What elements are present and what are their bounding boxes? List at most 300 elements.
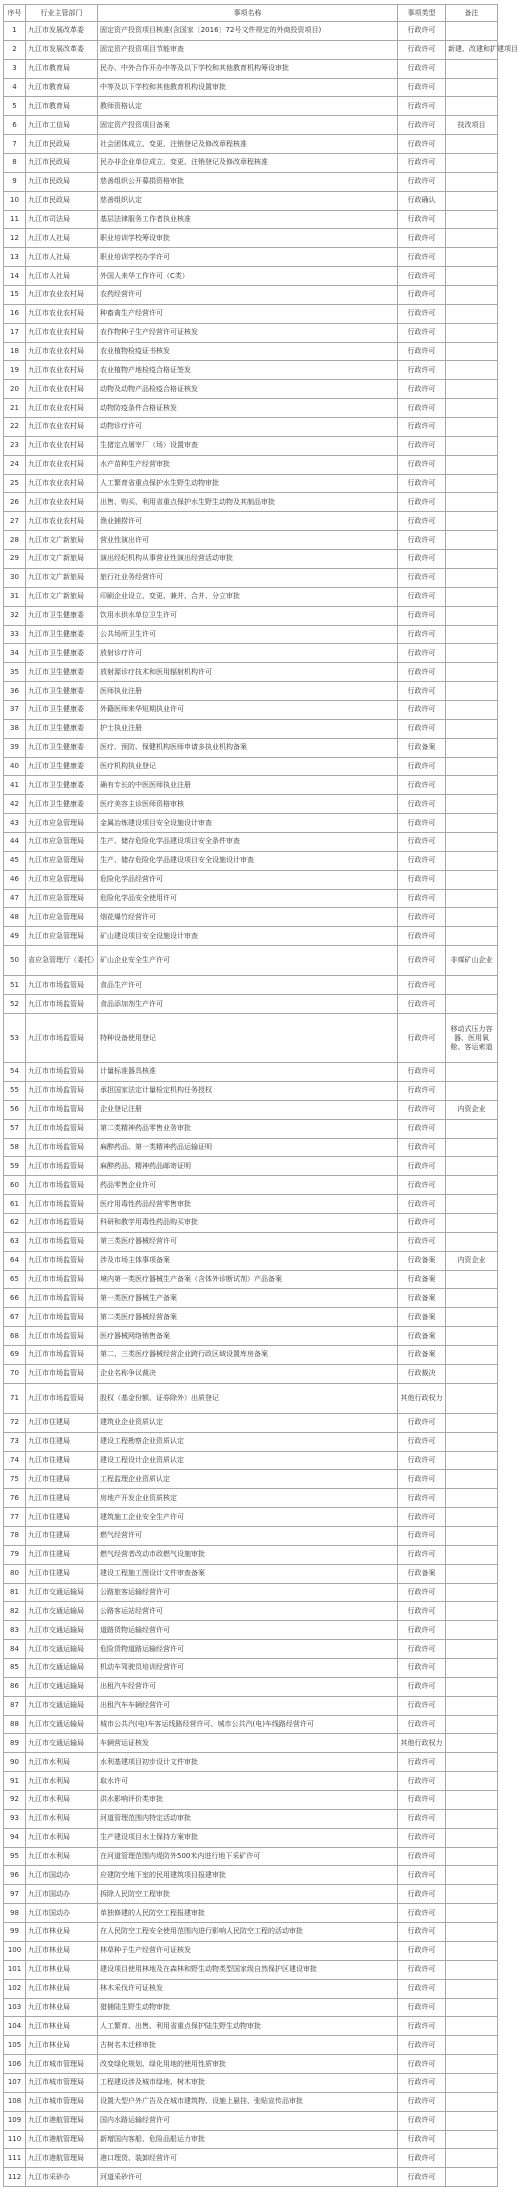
cell-note (446, 22, 498, 41)
cell-dept: 九江市交通运输局 (26, 1715, 98, 1734)
cell-item: 医疗器械网络销售备案 (98, 1327, 398, 1346)
cell-type: 行政许可 (398, 1979, 446, 1998)
cell-dept: 九江市林业局 (26, 1979, 98, 1998)
cell-type: 行政许可 (398, 474, 446, 493)
cell-no: 8 (4, 154, 26, 173)
table-row (4, 1885, 498, 1904)
cell-type: 行政许可 (398, 568, 446, 587)
cell-no: 33 (4, 625, 26, 644)
cell-no: 99 (4, 1923, 26, 1942)
cell-note (446, 1345, 498, 1364)
cell-item: 矿山企业安全生产许可 (98, 946, 398, 976)
cell-note (446, 1866, 498, 1885)
cell-note (446, 1451, 498, 1470)
cell-type: 行政许可 (398, 135, 446, 154)
cell-type: 行政许可 (398, 1100, 446, 1119)
cell-note (446, 1157, 498, 1176)
cell-item: 外国人来华工作许可（C类） (98, 267, 398, 286)
table-row (4, 587, 498, 606)
cell-no: 90 (4, 1753, 26, 1772)
cell-dept: 九江市民政局 (26, 154, 98, 173)
cell-note (446, 1753, 498, 1772)
cell-type: 行政许可 (398, 418, 446, 437)
cell-type: 行政许可 (398, 399, 446, 418)
cell-item: 特种设备使用登记 (98, 1014, 398, 1063)
cell-dept: 九江市水利局 (26, 1791, 98, 1810)
cell-note (446, 59, 498, 78)
table-row (4, 568, 498, 587)
cell-no: 38 (4, 719, 26, 738)
cell-dept: 九江市林业局 (26, 1941, 98, 1960)
cell-item: 河道采砂许可 (98, 2168, 398, 2187)
cell-item: 职业培训学校办学许可 (98, 248, 398, 267)
cell-type: 行政许可 (398, 116, 446, 135)
cell-no: 84 (4, 1640, 26, 1659)
table-row (4, 2111, 498, 2130)
cell-no: 28 (4, 531, 26, 550)
cell-dept: 九江市发展改革委 (26, 22, 98, 41)
cell-dept: 九江市市场监管局 (26, 1308, 98, 1327)
cell-note (446, 1327, 498, 1346)
cell-dept: 九江市应急管理局 (26, 870, 98, 889)
cell-dept: 九江市市场监管局 (26, 1195, 98, 1214)
table-row (4, 851, 498, 870)
cell-note (446, 550, 498, 569)
table-row (4, 399, 498, 418)
table-row (4, 1014, 498, 1063)
cell-note (446, 1809, 498, 1828)
cell-dept: 九江市港航管理局 (26, 2149, 98, 2168)
cell-note (446, 2130, 498, 2149)
table-row (4, 286, 498, 305)
cell-no: 40 (4, 757, 26, 776)
table-row (4, 927, 498, 946)
cell-type: 行政许可 (398, 814, 446, 833)
cell-note: 非煤矿山企业 (446, 946, 498, 976)
cell-item: 第二类医疗器械经营备案 (98, 1308, 398, 1327)
cell-note (446, 361, 498, 380)
cell-note (446, 2055, 498, 2074)
cell-note (446, 1232, 498, 1251)
cell-note (446, 2111, 498, 2130)
cell-no: 85 (4, 1659, 26, 1678)
cell-no: 18 (4, 342, 26, 361)
table-row (4, 1432, 498, 1451)
cell-note (446, 1063, 498, 1082)
cell-note: 内资企业 (446, 1100, 498, 1119)
cell-dept: 九江市林业局 (26, 1960, 98, 1979)
cell-no: 10 (4, 191, 26, 210)
cell-item: 慈善组织认定 (98, 191, 398, 210)
cell-note (446, 2073, 498, 2092)
cell-item: 农作物种子生产经营许可证核发 (98, 323, 398, 342)
cell-note (446, 663, 498, 682)
cell-dept: 九江市住建局 (26, 1489, 98, 1508)
cell-type: 行政许可 (398, 1470, 446, 1489)
cell-type: 行政许可 (398, 1451, 446, 1470)
cell-no: 19 (4, 361, 26, 380)
table-row (4, 832, 498, 851)
cell-no: 80 (4, 1564, 26, 1583)
cell-type: 行政许可 (398, 995, 446, 1014)
cell-item: 公路旅客运输经营许可 (98, 1583, 398, 1602)
cell-type: 行政备案 (398, 1251, 446, 1270)
table-row (4, 2092, 498, 2111)
cell-item: 建筑业企业资质认定 (98, 1413, 398, 1432)
cell-dept: 九江市人社局 (26, 248, 98, 267)
cell-item: 危险化学品安全使用许可 (98, 889, 398, 908)
cell-dept: 九江市林业局 (26, 2036, 98, 2055)
table-row (4, 1583, 498, 1602)
cell-type: 其他行政权力 (398, 1383, 446, 1413)
cell-note (446, 210, 498, 229)
cell-no: 71 (4, 1383, 26, 1413)
cell-dept: 九江市市场监管局 (26, 995, 98, 1014)
cell-type: 行政许可 (398, 1119, 446, 1138)
cell-no: 112 (4, 2168, 26, 2187)
cell-dept: 九江市住建局 (26, 1527, 98, 1546)
cell-note (446, 191, 498, 210)
table-row (4, 1308, 498, 1327)
table-row (4, 418, 498, 437)
cell-note (446, 851, 498, 870)
cell-no: 7 (4, 135, 26, 154)
cell-no: 83 (4, 1621, 26, 1640)
cell-note (446, 738, 498, 757)
cell-type: 行政裁决 (398, 1364, 446, 1383)
table-row (4, 1413, 498, 1432)
cell-note (446, 995, 498, 1014)
cell-type: 行政许可 (398, 700, 446, 719)
cell-type: 行政许可 (398, 1413, 446, 1432)
cell-no: 3 (4, 59, 26, 78)
cell-dept: 九江市市场监管局 (26, 1251, 98, 1270)
cell-no: 46 (4, 870, 26, 889)
cell-no: 94 (4, 1828, 26, 1847)
cell-type: 行政许可 (398, 40, 446, 59)
cell-dept: 九江市林业局 (26, 1998, 98, 2017)
cell-type: 行政许可 (398, 531, 446, 550)
cell-type: 行政许可 (398, 1941, 446, 1960)
cell-note (446, 682, 498, 701)
cell-item: 洪水影响评价类审批 (98, 1791, 398, 1810)
cell-dept: 九江市市场监管局 (26, 1364, 98, 1383)
cell-dept: 九江市卫生健康委 (26, 700, 98, 719)
cell-item: 公共场所卫生许可 (98, 625, 398, 644)
cell-dept: 九江市司法局 (26, 210, 98, 229)
cell-no: 35 (4, 663, 26, 682)
cell-no: 54 (4, 1063, 26, 1082)
cell-no: 52 (4, 995, 26, 1014)
cell-type: 行政许可 (398, 2055, 446, 2074)
cell-dept: 九江市卫生健康委 (26, 644, 98, 663)
table-row (4, 606, 498, 625)
cell-no: 95 (4, 1847, 26, 1866)
cell-dept: 九江市农业农村局 (26, 323, 98, 342)
cell-no: 57 (4, 1119, 26, 1138)
cell-item: 生产建设项目水土保持方案审批 (98, 1828, 398, 1847)
cell-dept: 九江市文广新旅局 (26, 587, 98, 606)
cell-note (446, 1621, 498, 1640)
cell-no: 108 (4, 2092, 26, 2111)
cell-note (446, 700, 498, 719)
table-row (4, 380, 498, 399)
cell-item: 农药经营许可 (98, 286, 398, 305)
cell-dept: 九江市交通运输局 (26, 1659, 98, 1678)
cell-note (446, 154, 498, 173)
cell-no: 72 (4, 1413, 26, 1432)
table-row (4, 1659, 498, 1678)
cell-dept: 九江市港航管理局 (26, 2130, 98, 2149)
cell-type: 行政许可 (398, 1138, 446, 1157)
cell-type: 行政备案 (398, 1345, 446, 1364)
table-row (4, 1119, 498, 1138)
cell-dept: 九江市应急管理局 (26, 851, 98, 870)
cell-dept: 九江市市场监管局 (26, 1081, 98, 1100)
cell-note (446, 267, 498, 286)
table-row (4, 1138, 498, 1157)
cell-note (446, 870, 498, 889)
cell-dept: 九江市应急管理局 (26, 889, 98, 908)
cell-type: 行政许可 (398, 1998, 446, 2017)
table-row (4, 1979, 498, 1998)
cell-type: 行政许可 (398, 1081, 446, 1100)
cell-no: 86 (4, 1677, 26, 1696)
cell-dept: 九江市水利局 (26, 1753, 98, 1772)
cell-type: 行政许可 (398, 1157, 446, 1176)
table-row (4, 2036, 498, 2055)
cell-type: 行政许可 (398, 870, 446, 889)
table-row (4, 455, 498, 474)
cell-no: 66 (4, 1289, 26, 1308)
cell-note (446, 1270, 498, 1289)
cell-note (446, 1960, 498, 1979)
table-row (4, 78, 498, 97)
cell-dept: 九江市林业局 (26, 1923, 98, 1942)
cell-item: 新增国内客船、危险品船运力审批 (98, 2130, 398, 2149)
cell-type: 行政许可 (398, 1885, 446, 1904)
cell-note (446, 625, 498, 644)
table-row (4, 191, 498, 210)
cell-item: 建设项目使用林地及在森林和野生动物类型国家级自然保护区建设审批 (98, 1960, 398, 1979)
cell-type: 行政许可 (398, 2092, 446, 2111)
cell-note (446, 587, 498, 606)
table-row (4, 1100, 498, 1119)
cell-dept: 九江市水利局 (26, 1847, 98, 1866)
table-row (4, 135, 498, 154)
table-row (4, 1364, 498, 1383)
cell-item: 基层法律服务工作者执业核准 (98, 210, 398, 229)
cell-note (446, 1470, 498, 1489)
cell-no: 25 (4, 474, 26, 493)
table-row (4, 493, 498, 512)
cell-no: 74 (4, 1451, 26, 1470)
cell-no: 107 (4, 2073, 26, 2092)
cell-dept: 九江市城市管理局 (26, 2073, 98, 2092)
cell-no: 70 (4, 1364, 26, 1383)
cell-item: 动物及动物产品检疫合格证核发 (98, 380, 398, 399)
cell-item: 境内第一类医疗器械生产备案（含体外诊断试剂）产品备案 (98, 1270, 398, 1289)
cell-no: 88 (4, 1715, 26, 1734)
cell-type: 行政许可 (398, 248, 446, 267)
cell-note (446, 1659, 498, 1678)
cell-item: 应建防空地下室的民用建筑项目报建审批 (98, 1866, 398, 1885)
table-row (4, 1327, 498, 1346)
cell-type: 行政许可 (398, 550, 446, 569)
cell-dept: 九江市卫生健康委 (26, 663, 98, 682)
cell-item: 医师执业注册 (98, 682, 398, 701)
table-row (4, 1753, 498, 1772)
table-row (4, 1470, 498, 1489)
cell-note (446, 418, 498, 437)
cell-type: 行政许可 (398, 644, 446, 663)
cell-note (446, 78, 498, 97)
cell-no: 87 (4, 1696, 26, 1715)
table-row (4, 1451, 498, 1470)
cell-dept: 九江市农业农村局 (26, 361, 98, 380)
table-row (4, 1772, 498, 1791)
cell-item: 出租汽车车辆经营许可 (98, 1696, 398, 1715)
cell-item: 演出经纪机构从事营业性演出经营活动审批 (98, 550, 398, 569)
cell-type: 行政许可 (398, 1828, 446, 1847)
cell-dept: 九江市应急管理局 (26, 908, 98, 927)
cell-note (446, 1432, 498, 1451)
table-row (4, 1508, 498, 1527)
cell-note (446, 248, 498, 267)
table-row (4, 663, 498, 682)
cell-no: 58 (4, 1138, 26, 1157)
cell-type: 行政许可 (398, 908, 446, 927)
cell-no: 51 (4, 976, 26, 995)
cell-dept: 九江市农业农村局 (26, 380, 98, 399)
cell-no: 82 (4, 1602, 26, 1621)
table-row (4, 814, 498, 833)
cell-type: 行政许可 (398, 1508, 446, 1527)
cell-dept: 九江市国动办 (26, 1866, 98, 1885)
cell-dept: 九江市文广新旅局 (26, 531, 98, 550)
table-row (4, 97, 498, 116)
cell-no: 41 (4, 776, 26, 795)
cell-item: 企业名称争议裁决 (98, 1364, 398, 1383)
cell-type: 行政许可 (398, 172, 446, 191)
cell-item: 水利基建项目初步设计文件审批 (98, 1753, 398, 1772)
cell-item: 城市公共汽(电)车客运线路经营许可、城市公共汽(电)车线路经营许可 (98, 1715, 398, 1734)
cell-note (446, 1176, 498, 1195)
cell-type: 行政许可 (398, 976, 446, 995)
table-row (4, 2073, 498, 2092)
cell-no: 103 (4, 1998, 26, 2017)
cell-item: 金属冶炼建设项目安全设施设计审查 (98, 814, 398, 833)
cell-dept: 九江市农业农村局 (26, 418, 98, 437)
cell-dept: 九江市采砂办 (26, 2168, 98, 2187)
cell-type: 行政许可 (398, 286, 446, 305)
cell-dept: 九江市国动办 (26, 1904, 98, 1923)
cell-type: 行政许可 (398, 2130, 446, 2149)
table-row (4, 2168, 498, 2187)
cell-no: 109 (4, 2111, 26, 2130)
cell-type: 行政许可 (398, 719, 446, 738)
cell-note (446, 380, 498, 399)
table-row (4, 1809, 498, 1828)
cell-no: 73 (4, 1432, 26, 1451)
cell-item: 第二类精神药品零售业务审批 (98, 1119, 398, 1138)
cell-item: 确有专长的中医医师执业注册 (98, 776, 398, 795)
cell-type: 行政许可 (398, 455, 446, 474)
cell-dept: 九江市市场监管局 (26, 1014, 98, 1063)
cell-no: 65 (4, 1270, 26, 1289)
cell-item: 医疗机构执业登记 (98, 757, 398, 776)
cell-type: 行政许可 (398, 1677, 446, 1696)
cell-item: 危险货物道路运输经营许可 (98, 1640, 398, 1659)
table-row (4, 1251, 498, 1270)
cell-item: 港口理货、装卸经营许可 (98, 2149, 398, 2168)
cell-note (446, 1998, 498, 2017)
cell-type: 行政备案 (398, 738, 446, 757)
cell-dept: 九江市农业农村局 (26, 436, 98, 455)
cell-no: 47 (4, 889, 26, 908)
table-row (4, 1998, 498, 2017)
table-row (4, 229, 498, 248)
cell-no: 111 (4, 2149, 26, 2168)
cell-no: 48 (4, 908, 26, 927)
cell-no: 30 (4, 568, 26, 587)
table-row (4, 700, 498, 719)
cell-no: 100 (4, 1941, 26, 1960)
cell-type: 行政许可 (398, 1772, 446, 1791)
cell-no: 76 (4, 1489, 26, 1508)
cell-type: 行政许可 (398, 1621, 446, 1640)
cell-note (446, 172, 498, 191)
cell-dept: 九江市林业局 (26, 2017, 98, 2036)
table-row (4, 1923, 498, 1942)
cell-item: 取水许可 (98, 1772, 398, 1791)
cell-dept: 九江市卫生健康委 (26, 682, 98, 701)
cell-note (446, 286, 498, 305)
cell-dept: 九江市民政局 (26, 172, 98, 191)
cell-dept: 九江市教育局 (26, 97, 98, 116)
table-row (4, 1791, 498, 1810)
cell-item: 饮用水供水单位卫生许可 (98, 606, 398, 625)
cell-note: 技改项目 (446, 116, 498, 135)
table-row (4, 1527, 498, 1546)
cell-item: 教师资格认定 (98, 97, 398, 116)
cell-type: 行政许可 (398, 1583, 446, 1602)
cell-type: 行政许可 (398, 663, 446, 682)
cell-note (446, 1564, 498, 1583)
table-row (4, 1213, 498, 1232)
cell-type: 行政许可 (398, 1847, 446, 1866)
cell-item: 旅行社业务经营许可 (98, 568, 398, 587)
cell-type: 行政许可 (398, 757, 446, 776)
cell-no: 44 (4, 832, 26, 851)
cell-item: 林草种子生产经营许可证核发 (98, 1941, 398, 1960)
table-row (4, 2149, 498, 2168)
cell-dept: 九江市交通运输局 (26, 1677, 98, 1696)
cell-item: 公路客运站经营许可 (98, 1602, 398, 1621)
table-row (4, 1489, 498, 1508)
cell-type: 行政备案 (398, 1289, 446, 1308)
cell-dept: 九江市卫生健康委 (26, 738, 98, 757)
cell-no: 62 (4, 1213, 26, 1232)
cell-type: 行政许可 (398, 59, 446, 78)
cell-item: 放射诊疗许可 (98, 644, 398, 663)
table-row (4, 1904, 498, 1923)
cell-note (446, 889, 498, 908)
cell-item: 计量标准器具核准 (98, 1063, 398, 1082)
cell-item: 农业植物产地检疫合格证签发 (98, 361, 398, 380)
cell-item: 固定资产投资项目节能审查 (98, 40, 398, 59)
cell-no: 79 (4, 1545, 26, 1564)
